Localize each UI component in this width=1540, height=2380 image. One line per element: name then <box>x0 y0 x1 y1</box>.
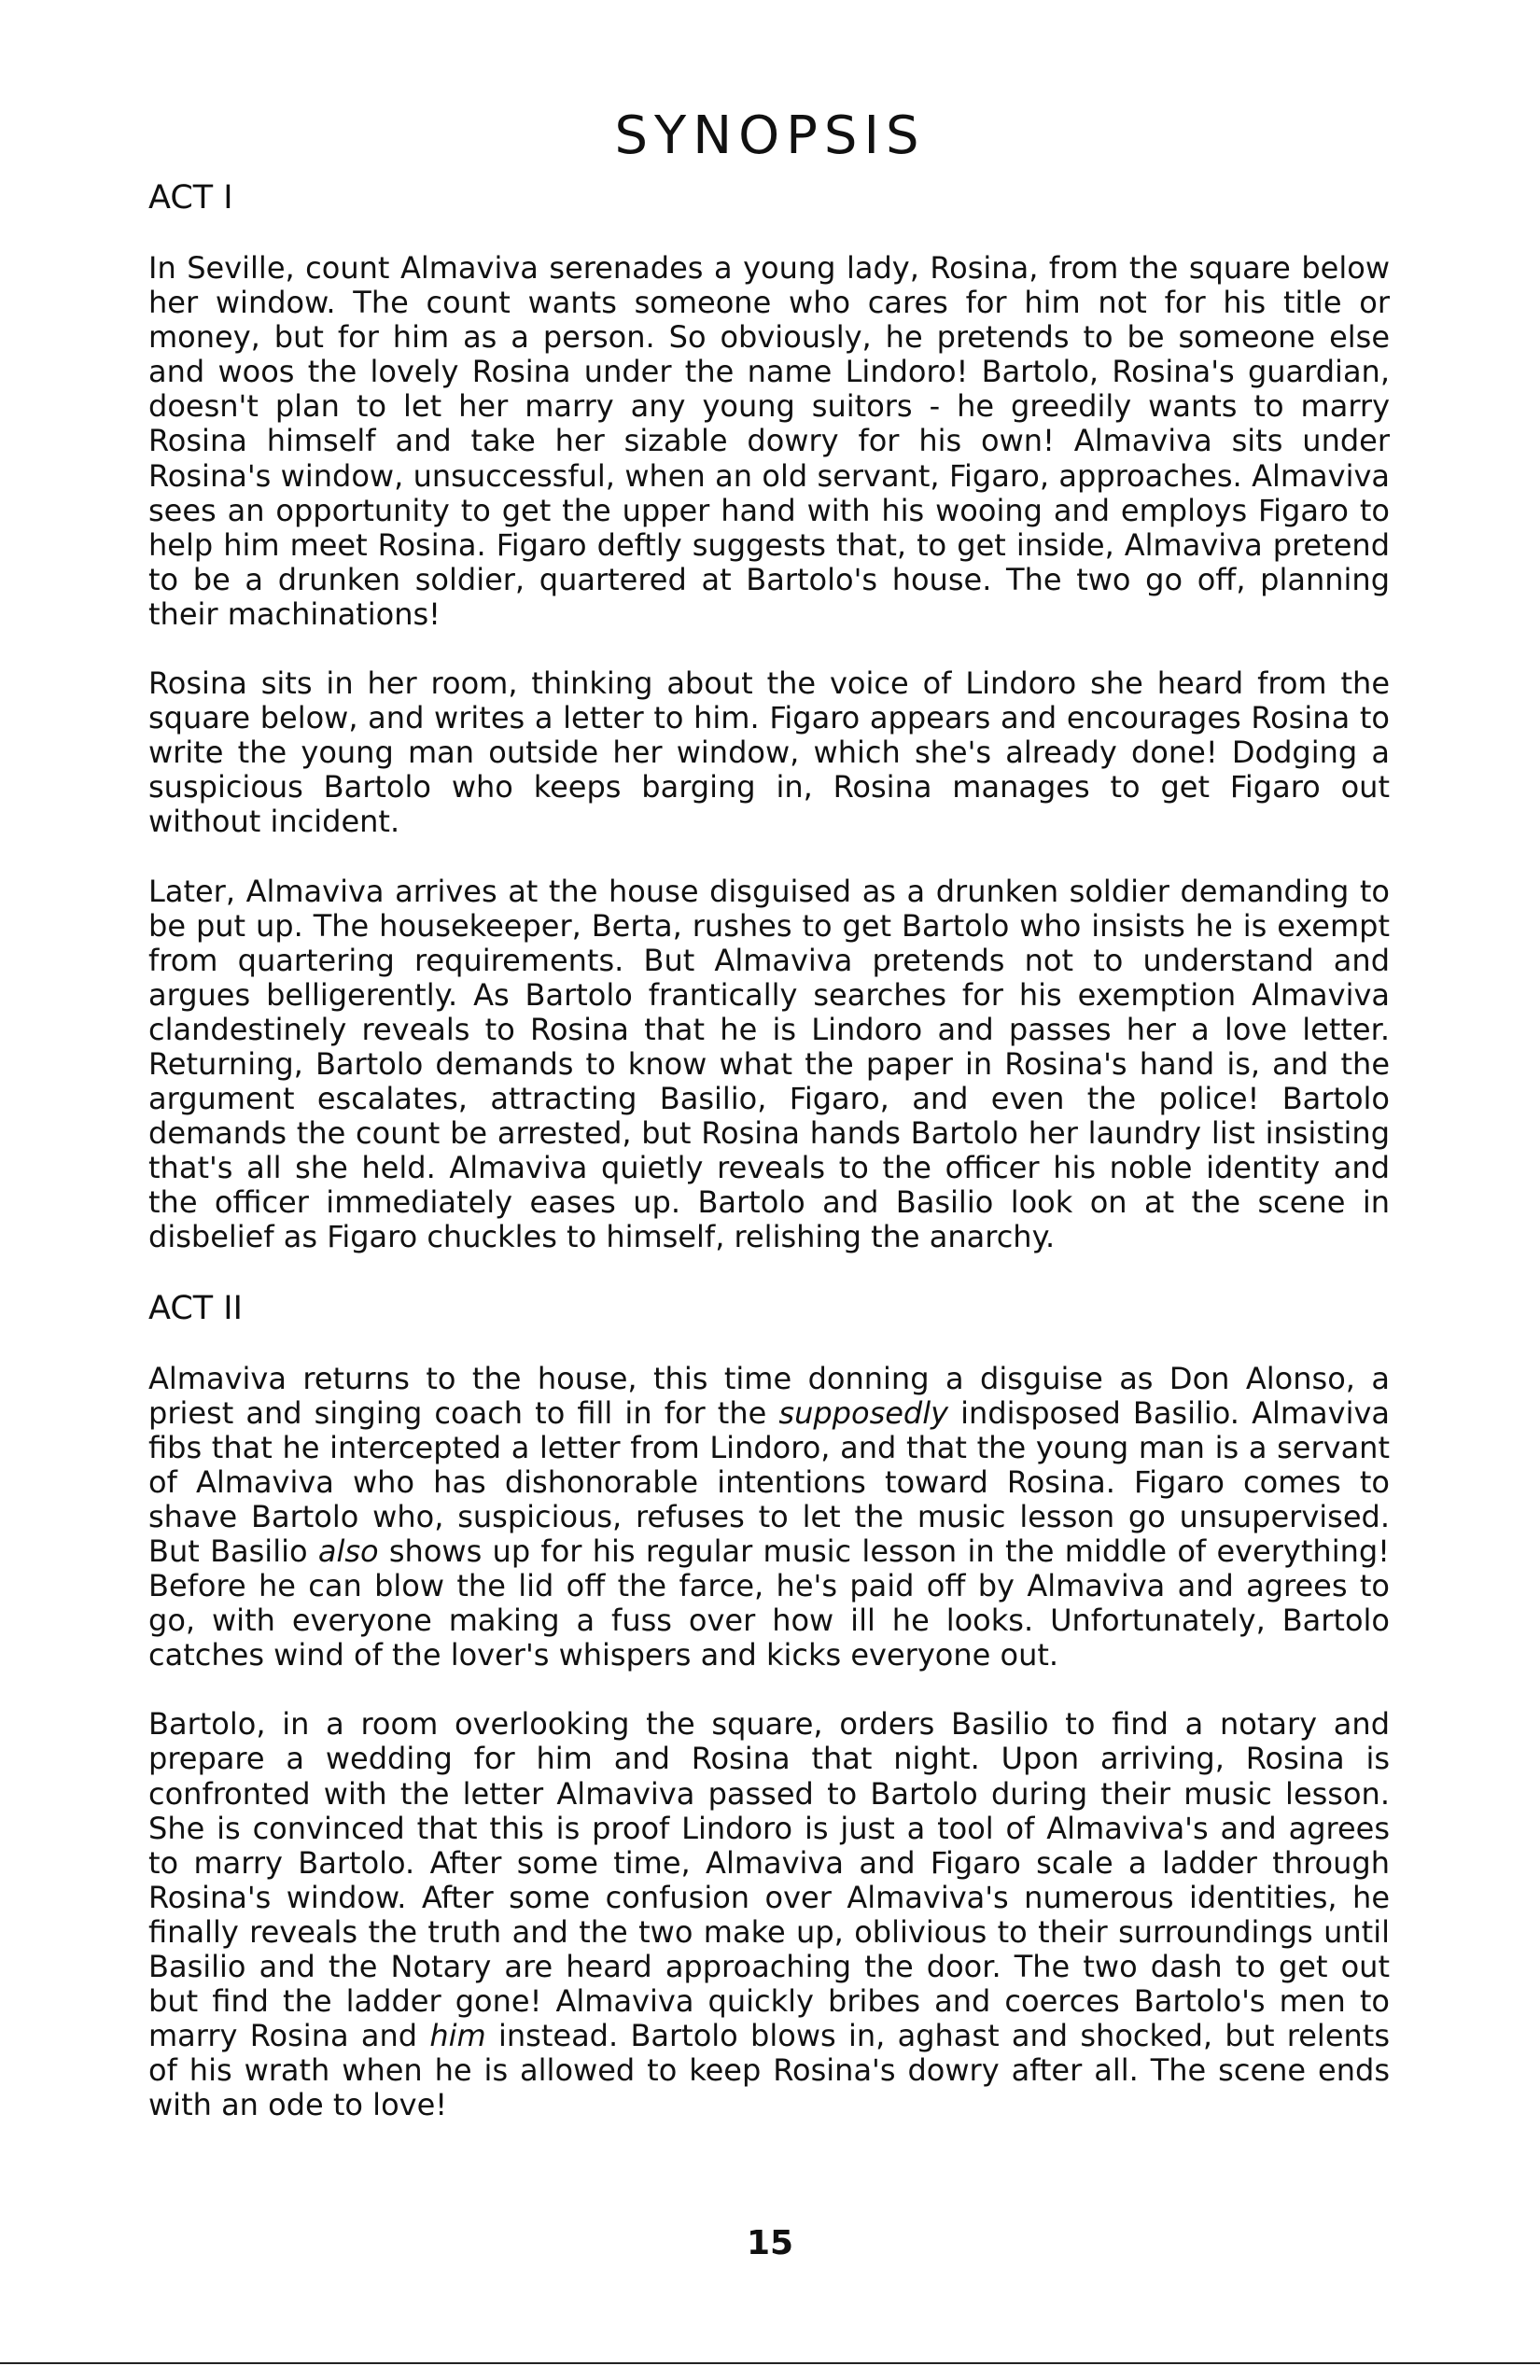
act-2-p2-text-2: instead. Bartolo blows in, aghast and shocked, but relents of his wrath when he is allowed to keep Rosina's dowry after all. The scene ends with an ode to love! <box>148 2018 1391 2123</box>
act-2-heading: ACT II <box>148 1289 243 1327</box>
act-2-p1-text-3: shows up for his regular music lesson in the middle of everything! Before he can blow the lid off the farce, he's paid off by Almaviva and agrees to go, with everyone making a fuss over how ill he looks. Unfortunately, Bartolo catches wind of the lover's whispers and kicks everyone out. <box>148 1533 1390 1673</box>
act-2-paragraph-2 <box>148 1707 1390 2122</box>
act-2-p1-emphasis-supposedly: supposedly <box>778 1394 949 1431</box>
footer-divider <box>0 2362 1540 2364</box>
synopsis-body <box>148 179 1390 2158</box>
act-1-paragraph-2: Rosina sits in her room, thinking about the voice of Lindoro she heard from the square below, and writes a letter to him. Figaro appears and encourages Rosina to write the young man outside her window, which she's already done! Dodging a suspicious Bartolo who keeps barging in, Rosina manages to get Figaro out without incident. <box>148 665 1390 840</box>
act-2-p1-text-2: indisposed Basilio. Almaviva fibs that he intercepted a letter from Lindoro, and that the young man is a servant of Almaviva who has dishonorable intentions toward Rosina. Figaro comes to shave Bartolo who, suspicious, refuses to let the music lesson go unsupervised. But Basilio <box>148 1394 1391 1569</box>
act-2-paragraph-1 <box>148 1362 1390 1673</box>
page-number: 15 <box>746 2224 794 2262</box>
act-1-heading: ACT I <box>148 179 233 217</box>
page-title: SYNOPSIS <box>614 105 926 166</box>
act-2-p2-emphasis-him: him <box>429 2018 486 2054</box>
act-2-p1-text-1: Almaviva returns to the house, this time donning a disguise as Don Alonso, a priest and singing coach to fill in for the <box>148 1360 1390 1431</box>
act-1-paragraph-3: Later, Almaviva arrives at the house disguised as a drunken soldier demanding to be put up. The housekeeper, Berta, rushes to get Bartolo who insists he is exempt from quartering requirements. But Almaviva pretends not to understand and argues belligerently. As Bartolo frantically searches for his exemption Almaviva clandestinely reveals to Rosina that he is Lindoro and passes her a love letter. Returning, Bartolo demands to know what the paper in Rosina's hand is, and the argument escalates, attracting Basilio, Figaro, and even the police! Bartolo demands the count be arrested, but Rosina hands Bartolo her laundry list insisting that's all she held. Almaviva quietly reveals to the officer his noble identity and the officer immediately eases up. Bartolo and Basilio look on at the scene in disbelief as Figaro chuckles to himself, relishing the anarchy. <box>148 873 1390 1255</box>
act-1-paragraph-1: In Seville, count Almaviva serenades a young lady, Rosina, from the square below her window. The count wants someone who cares for him not for his title or money, but for him as a person. So obviously, he pretends to be someone else and woos the lovely Rosina under the name Lindoro! Bartolo, Rosina's guardian, doesn't plan to let her marry any young suitors - he greedily wants to marry Rosina himself and take her sizable dowry for his own! Almaviva sits under Rosina's window, unsuccessful, when an old servant, Figaro, approaches. Almaviva sees an opportunity to get the upper hand with his wooing and employs Figaro to help him meet Rosina. Figaro deftly suggests that, to get inside, Almaviva pretend to be a drunken soldier, quartered at Bartolo's house. The two go off, planning their machinations! <box>148 250 1390 632</box>
act-2-p1-emphasis-also: also <box>317 1533 379 1569</box>
act-2-p2-text-1: Bartolo, in a room overlooking the square, orders Basilio to find a notary and prepare a wedding for him and Rosina that night. Upon arriving, Rosina is confronted with the letter Almaviva passed to Bartolo during their music lesson. She is convinced that this is proof Lindoro is just a tool of Almaviva's and agrees to marry Bartolo. After some time, Almaviva and Figaro scale a ladder through Rosina's window. After some confusion over Almaviva's numerous identities, he finally reveals the truth and the two make up, oblivious to their surroundings until Basilio and the Notary are heard approaching the door. The two dash to get out but find the ladder gone! Almaviva quickly bribes and coerces Bartolo's men to marry Rosina and <box>148 1706 1390 2054</box>
